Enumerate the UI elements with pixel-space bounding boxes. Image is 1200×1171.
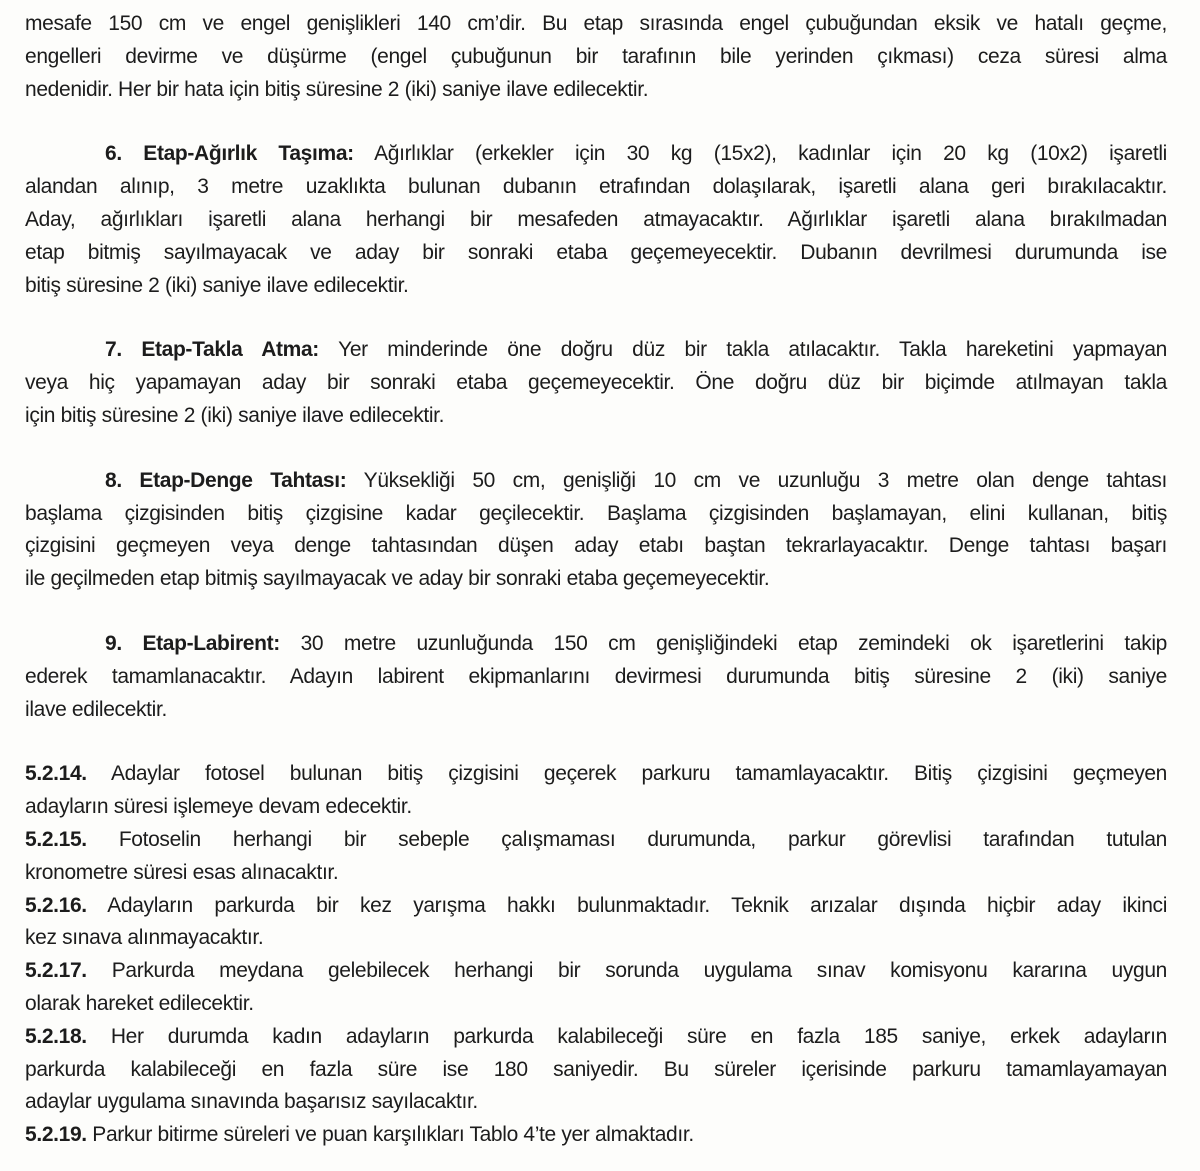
clause-first-line xyxy=(25,758,1167,791)
clause-line: olarak hareket edilecektir. xyxy=(25,991,254,1015)
clause-number: 5.2.19. xyxy=(25,1123,87,1147)
paragraph-first-line xyxy=(25,465,1167,498)
paragraph-text: Ağırlıklar (erkekler için 30 kg (15x2), kadınlar için 20 kg (10x2) işaretli xyxy=(374,142,1167,166)
clause-line: adaylar uygulama sınavında başarısız sayılacaktır. xyxy=(25,1090,478,1114)
stage-7-paragraph xyxy=(25,334,1167,432)
stage-title: 6. Etap-Ağırlık Taşıma: xyxy=(105,142,354,166)
paragraph-line: etap bitmiş sayılmayacak ve aday bir sonraki etaba geçemeyecektir. Dubanın devrilmesi durumunda ise xyxy=(25,240,1167,264)
clause-5-2-15 xyxy=(25,824,1167,890)
paragraph-line: ile geçilmeden etap bitmiş sayılmayacak ve aday bir sonraki etaba geçemeyecektir. xyxy=(25,567,770,591)
clause-line: adayların süresi işlemeye devam edecektir. xyxy=(25,795,412,819)
clause-number: 5.2.14. xyxy=(25,762,87,786)
paragraph-line: Aday, ağırlıkları işaretli alana herhangi bir mesafeden atmayacaktır. Ağırlıklar işaretli alana bırakılmadan xyxy=(25,207,1167,231)
clause-text: Fotoselin herhangi bir sebeple çalışmaması durumunda, parkur görevlisi tarafından tutulan xyxy=(118,827,1167,851)
clause-first-line xyxy=(25,824,1167,857)
paragraph-line: nedenidir. Her bir hata için bitiş süresine 2 (iki) saniye ilave edilecektir. xyxy=(25,77,649,101)
paragraph-line: ilave edilecektir. xyxy=(25,697,167,721)
clause-line: parkurda kalabileceği en fazla süre ise 180 saniyedir. Bu süreler içerisinde parkuru tamamlayamayan xyxy=(25,1057,1167,1081)
paragraph-first-line xyxy=(25,138,1167,171)
clause-line: kronometre süresi esas alınacaktır. xyxy=(25,860,339,884)
clause-5-2-17 xyxy=(25,955,1167,1021)
stage-9-paragraph xyxy=(25,628,1167,726)
paragraph-line: için bitiş süresine 2 (iki) saniye ilave edilecektir. xyxy=(25,403,445,427)
paragraph-text: Yer minderinde öne doğru düz bir takla atılacaktır. Takla hareketini yapmayan xyxy=(338,338,1167,362)
stage-8-paragraph xyxy=(25,465,1167,596)
clause-line: kez sınava alınmayacaktır. xyxy=(25,926,264,950)
clause-5-2-16 xyxy=(25,890,1167,956)
paragraph-line: ederek tamamlanacaktır. Adayın labirent ekipmanlarını devirmesi durumunda bitiş süresine 2 (iki) saniye xyxy=(25,664,1167,688)
stage-title: 7. Etap-Takla Atma: xyxy=(105,338,319,362)
paragraph-line: alandan alınıp, 3 metre uzaklıkta bulunan dubanın etrafından dolaşılarak, işaretli alana geri bırakılacaktır. xyxy=(25,175,1167,199)
paragraph-line: engelleri devirme ve düşürme (engel çubuğunun bir tarafının bile yerinden çıkması) ceza süresi alma xyxy=(25,44,1167,68)
stage-title: 9. Etap-Labirent: xyxy=(105,631,280,655)
paragraph-line: başlama çizgisinden bitiş çizgisine kadar geçilecektir. Başlama çizgisinden başlamayan, elini kullanan, bitiş xyxy=(25,501,1167,525)
clause-text: Her durumda kadın adayların parkurda kalabileceği süre en fazla 185 saniye, erkek adayların xyxy=(110,1024,1167,1048)
intro-paragraph xyxy=(25,8,1167,106)
stage-6-paragraph xyxy=(25,138,1167,302)
document-page xyxy=(25,8,1167,1152)
paragraph-text: 30 metre uzunluğunda 150 cm genişliğindeki etap zemindeki ok işaretlerini takip xyxy=(300,631,1167,655)
clause-text: Parkurda meydana gelebilecek herhangi bir sorunda uygulama sınav komisyonu kararına uygun xyxy=(111,959,1167,983)
paragraph-text: Yüksekliği 50 cm, genişliği 10 cm ve uzunluğu 3 metre olan denge tahtası xyxy=(363,468,1167,492)
clause-5-2-14 xyxy=(25,758,1167,824)
clause-5-2-18 xyxy=(25,1021,1167,1119)
clause-text: Parkur bitirme süreleri ve puan karşılıkları Tablo 4’te yer almaktadır. xyxy=(92,1123,694,1147)
paragraph-first-line xyxy=(25,334,1167,367)
clause-first-line xyxy=(25,955,1167,988)
paragraph-first-line xyxy=(25,628,1167,661)
clause-number: 5.2.17. xyxy=(25,959,87,983)
clause-text: Adaylar fotosel bulunan bitiş çizgisini geçerek parkuru tamamlayacaktır. Bitiş çizgisini geçmeyen xyxy=(110,762,1167,786)
clause-first-line xyxy=(25,1021,1167,1054)
clause-5-2-19 xyxy=(25,1119,1167,1152)
paragraph-line: mesafe 150 cm ve engel genişlikleri 140 cm’dir. Bu etap sırasında engel çubuğundan eksik ve hatalı geçme, xyxy=(25,12,1167,35)
clause-text: Adayların parkurda bir kez yarışma hakkı bulunmaktadır. Teknik arızalar dışında hiçbir aday ikinci xyxy=(107,893,1168,917)
paragraph-line: çizgisini geçmeyen veya denge tahtasından düşen aday etabı baştan tekrarlayacaktır. Denge tahtası başarı xyxy=(25,534,1167,558)
clause-number: 5.2.18. xyxy=(25,1024,87,1048)
paragraph-line: bitiş süresine 2 (iki) saniye ilave edilecektir. xyxy=(25,273,409,297)
clause-number: 5.2.15. xyxy=(25,827,87,851)
clause-number: 5.2.16. xyxy=(25,893,87,917)
stage-title: 8. Etap-Denge Tahtası: xyxy=(105,468,347,492)
paragraph-line: veya hiç yapamayan aday bir sonraki etaba geçemeyecektir. Öne doğru düz bir biçimde atılmayan takla xyxy=(25,371,1167,395)
clause-first-line xyxy=(25,890,1167,923)
clause-first-line xyxy=(25,1119,1167,1152)
